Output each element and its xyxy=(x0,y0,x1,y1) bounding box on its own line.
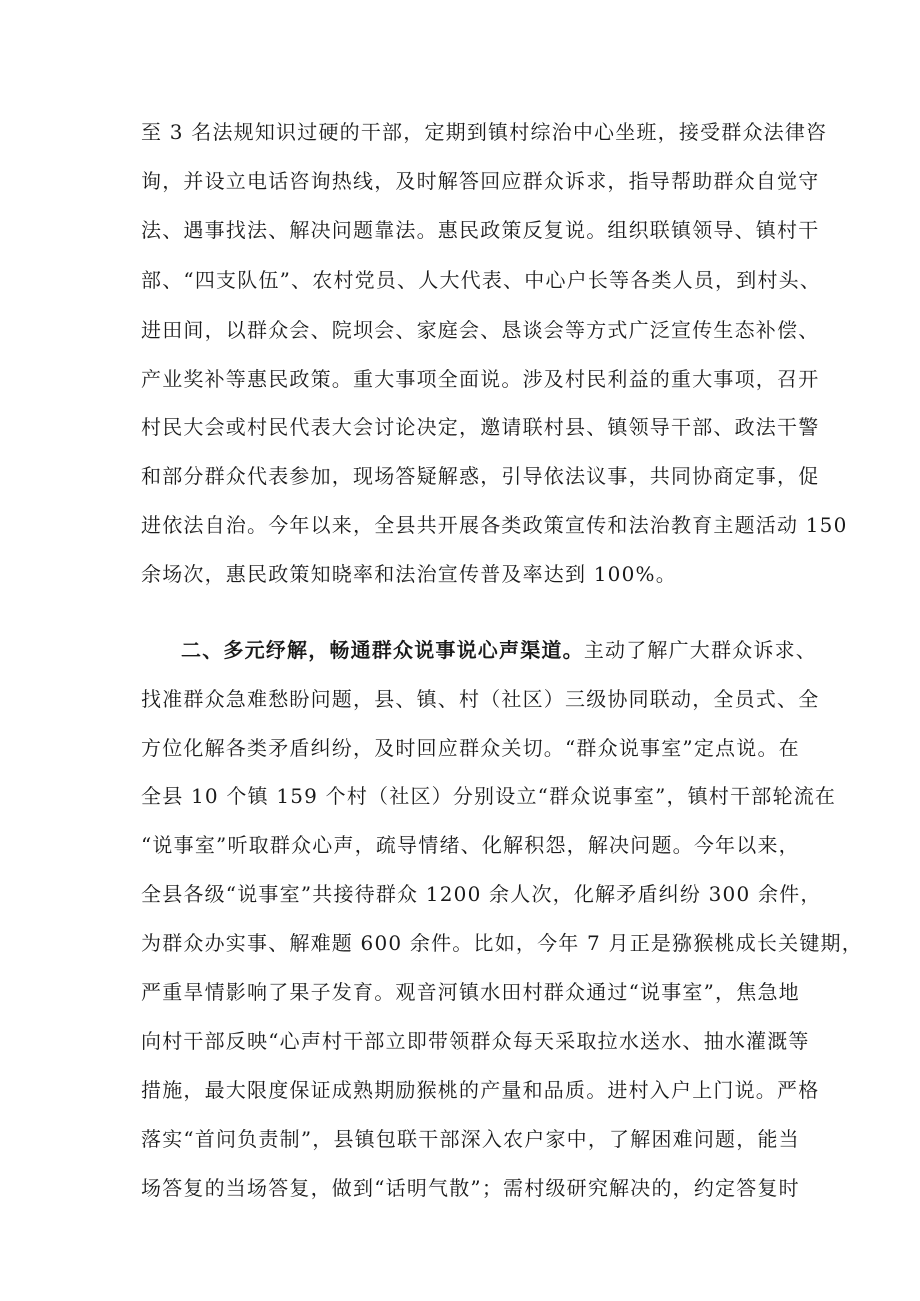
paragraph-line: 全县各级“说事室”共接待群众 1200 余人次，化解矛盾纠纷 300 余件， xyxy=(141,882,822,906)
paragraph-line: 落实“首问负责制”，县镇包联干部深入农户家中，了解困难问题，能当 xyxy=(141,1127,800,1151)
paragraph-line: 为群众办实事、解难题 600 余件。比如，今年 7 月正是猕猴桃成长关键期， xyxy=(141,931,863,955)
paragraph-line: 产业奖补等惠民政策。重大事项全面说。涉及村民利益的重大事项，召开 xyxy=(141,367,820,391)
section-heading: 二、多元纾解，畅通群众说事说心声渠道。 xyxy=(181,638,584,662)
paragraph-line: 和部分群众代表参加，现场答疑解惑，引导依法议事，共同协商定事，促 xyxy=(141,464,820,488)
paragraph-line: 严重旱情影响了果子发育。观音河镇水田村群众通过“说事室”，焦急地 xyxy=(141,980,800,1004)
paragraph-line: 全县 10 个镇 159 个村（社区）分别设立“群众说事室”，镇村干部轮流在 xyxy=(141,784,837,808)
paragraph-line: “说事室”听取群众心声，疏导情绪、化解积怨，解决问题。今年以来， xyxy=(141,833,800,857)
paragraph-line: 措施，最大限度保证成熟期励猴桃的产量和品质。进村入户上门说。严格 xyxy=(141,1078,820,1102)
paragraph-line: 部、“四支队伍”、农村党员、人大代表、中心户长等各类人员，到村头、 xyxy=(141,268,822,292)
paragraph-line: 询，并设立电话咨询热线，及时解答回应群众诉求，指导帮助群众自觉守 xyxy=(141,169,820,193)
paragraph-line: 余场次，惠民政策知晓率和法治宣传普及率达到 100%。 xyxy=(141,562,677,586)
paragraph-line: 进田间，以群众会、院坝会、家庭会、恳谈会等方式广泛宣传生态补偿、 xyxy=(141,318,820,342)
paragraph-text: 主动了解广大群众诉求、 xyxy=(583,638,818,662)
section-heading-line xyxy=(181,637,817,663)
paragraph-line: 方位化解各类矛盾纠纷，及时回应群众关切。“群众说事室”定点说。在 xyxy=(141,736,800,760)
paragraph-line: 向村干部反映“心声村干部立即带领群众每天采取拉水送水、抽水灌溉等 xyxy=(141,1029,810,1053)
paragraph-line: 村民大会或村民代表大会讨论决定，邀请联村县、镇领导干部、政法干警 xyxy=(141,415,820,439)
paragraph-line: 场答复的当场答复，做到“话明气散”；需村级研究解决的，约定答复时 xyxy=(141,1176,800,1200)
paragraph-line: 至 3 名法规知识过硬的干部，定期到镇村综治中心坐班，接受群众法律咨 xyxy=(141,120,828,144)
paragraph-line: 法、遇事找法、解决问题靠法。惠民政策反复说。组织联镇领导、镇村干 xyxy=(141,218,820,242)
paragraph-line: 进依法自治。今年以来，全县共开展各类政策宣传和法治教育主题活动 150 xyxy=(141,513,848,537)
paragraph-line: 找准群众急难愁盼问题，县、镇、村（社区）三级协同联动，全员式、全 xyxy=(141,687,820,711)
